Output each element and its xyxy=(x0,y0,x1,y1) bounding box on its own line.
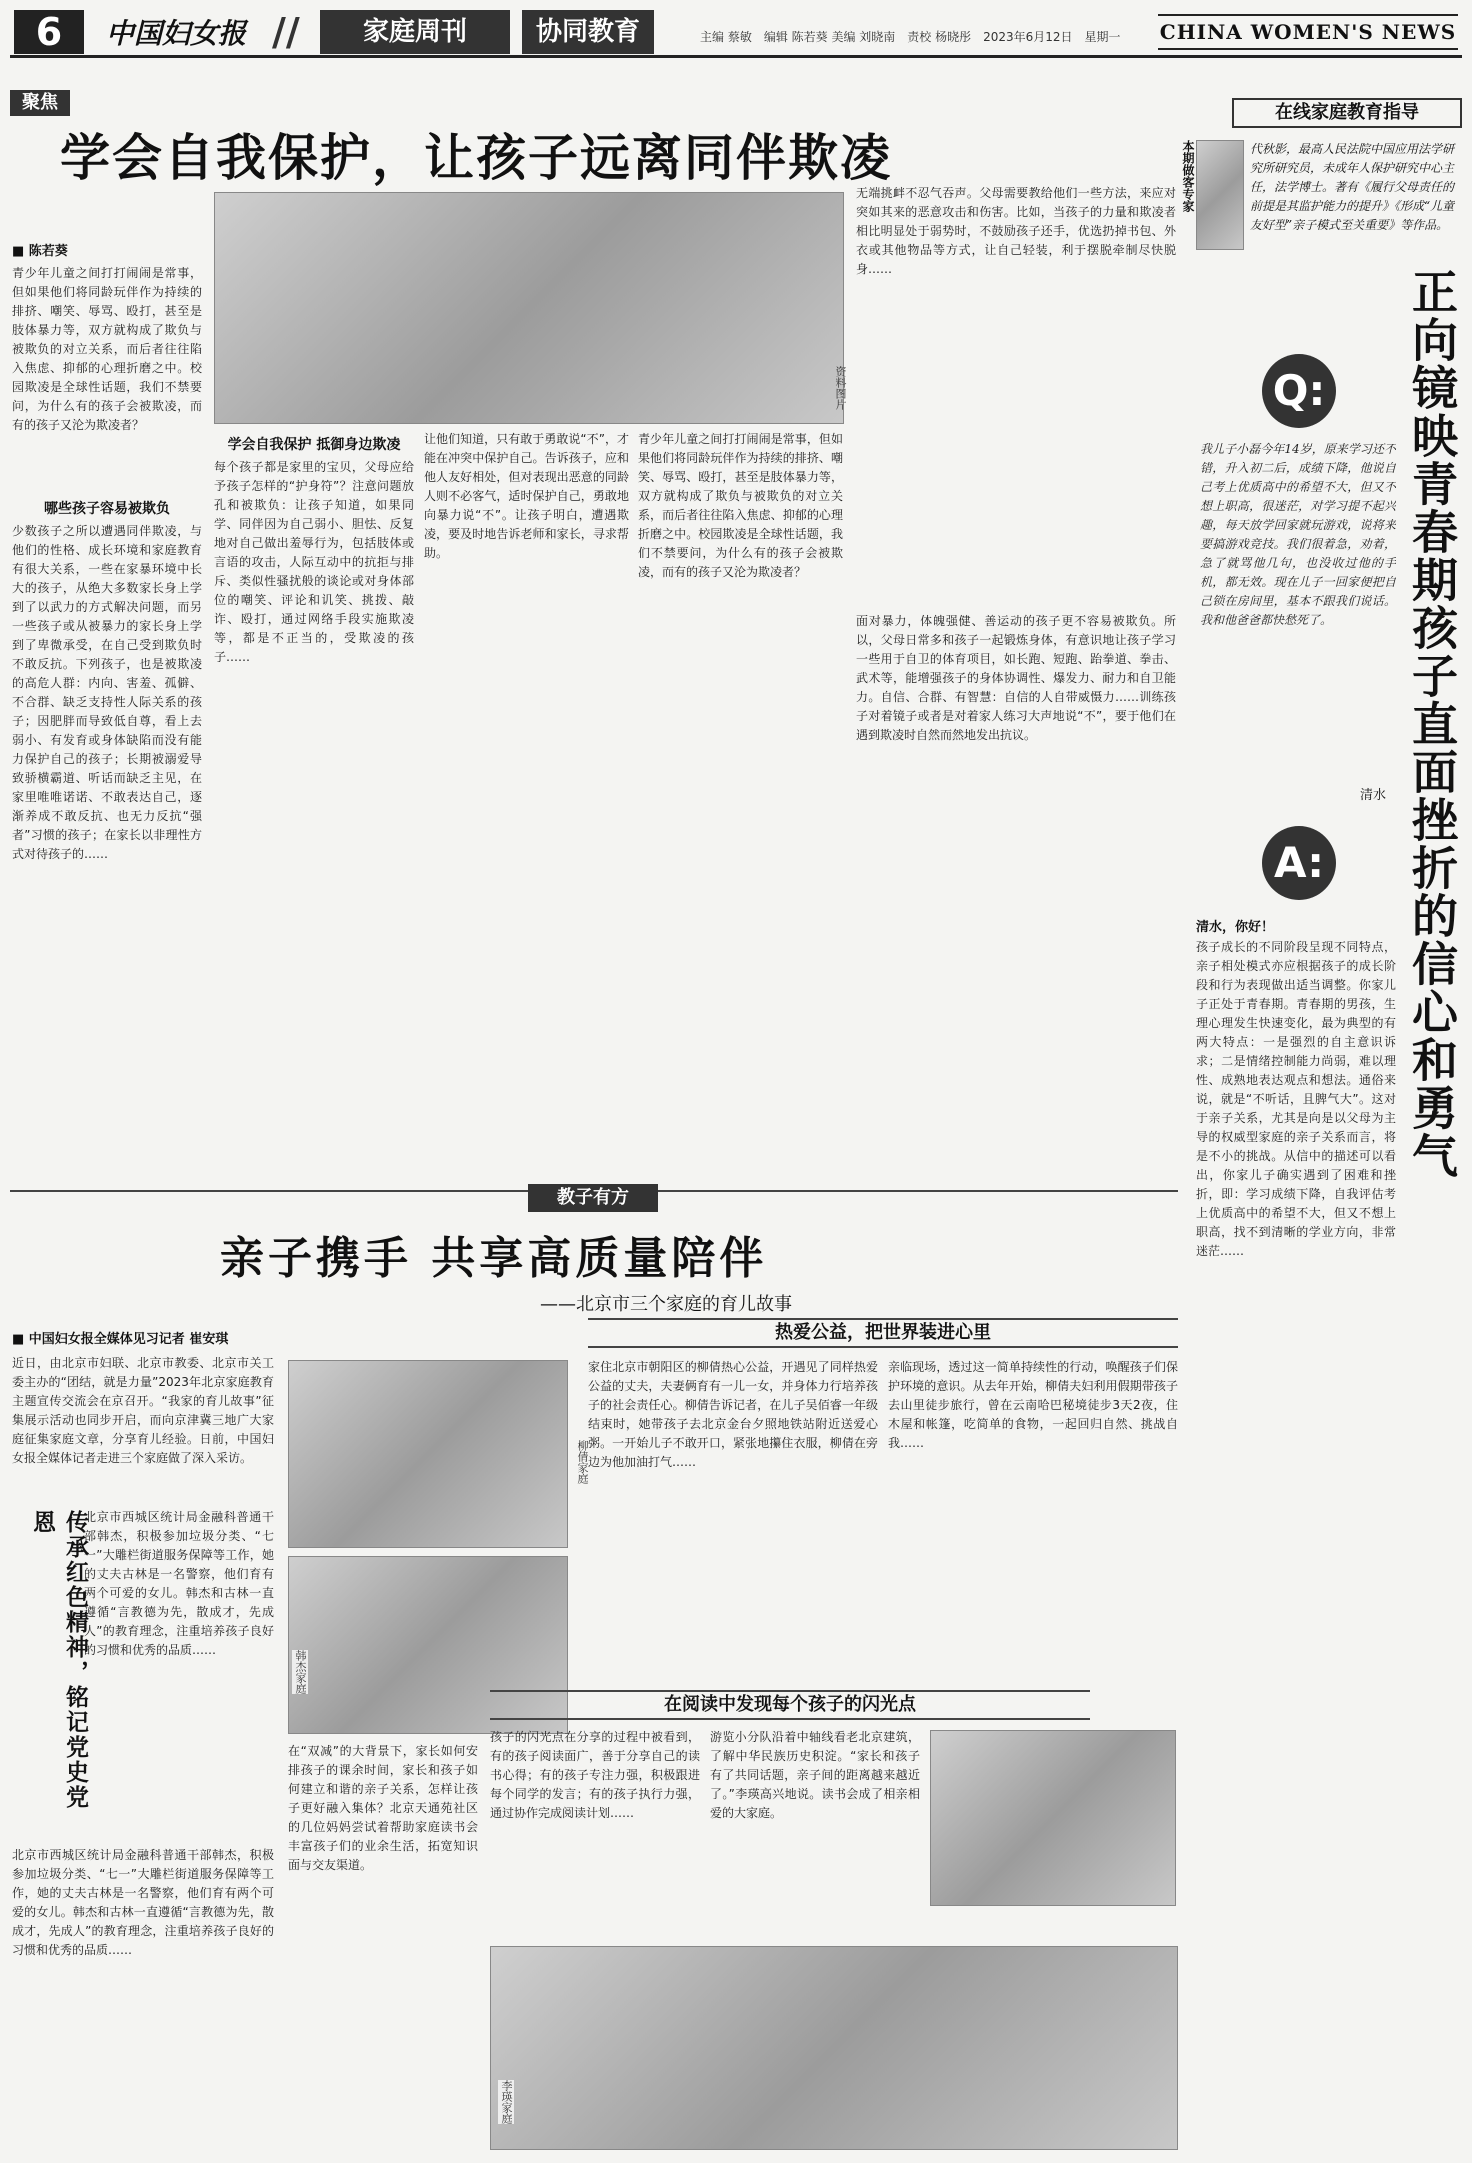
page-number: 6 xyxy=(14,10,84,54)
q-badge: Q: xyxy=(1262,354,1336,428)
family-photo-reading xyxy=(490,1946,1178,2150)
section-name: 家庭周刊 xyxy=(320,10,510,54)
family-intro: 近日，由北京市妇联、北京市教委、北京市关工委主办的“团结，就是力量”2023年北京家庭教育主题宣传交流会在京召开。“我家的育儿故事”征集展示活动也同步开启，而向京津冀三地广大家庭征集家庭文章，分享育儿经验。日前，中国妇女报全媒体记者走进三个家庭做了深入采访。 xyxy=(12,1356,274,1465)
focus-headline: 学会自我保护，让孩子远离同伴欺凌 xyxy=(60,129,892,187)
focus-byline: ■ 陈若葵 xyxy=(12,244,68,259)
photo-credit-2: 韩杰家庭 xyxy=(294,1650,307,1694)
family-photo-1 xyxy=(288,1360,568,1548)
sidebar-vertical-title: 正向镜映青春期孩子直面挫折的信心和勇气 xyxy=(1405,268,1459,1180)
editor-credits: 主编 蔡敏 编辑 陈若葵 美编 刘晓南 责校 杨晓彤 2023年6月12日 星期一 xyxy=(700,30,1121,44)
focus-subhead-1: 哪些孩子容易被欺负 xyxy=(44,501,170,517)
box2-col2: 游览小分队沿着中轴线看老北京建筑，了解中华民族历史积淀。“家长和孩子有了共同话题，亲子间的距离越来越近了。”李瑛高兴地说。读书会成了相亲相爱的大家庭。 xyxy=(710,1730,920,1820)
expert-label: 本期做客专家 xyxy=(1181,140,1195,212)
asker-name: 清水 xyxy=(1360,788,1387,803)
answer-text: 孩子成长的不同阶段呈现不同特点，亲子相处模式亦应根据孩子的成长阶段和行为表现做出适当调整。你家儿子正处于青春期。青春期的男孩，生理心理发生快速变化，最为典型的有两大特点：一是强烈的自主意识诉求；二是情绪控制能力尚弱，难以理性、成熟地表达观点和想法。通俗来说，就是“不听话，且脾气大”。这对于亲子关系，尤其是向是以父母为主导的权威型家庭的亲子关系而言，将是不小的挑战。从信中的描述可以看出，你家儿子确实遇到了困难和挫折，即：学习成绩下降，自我评估考上优质高中的希望不大，但又不想上职高，找不到清晰的学业方向，非常迷茫…… xyxy=(1196,940,1396,1258)
expert-portrait xyxy=(1196,140,1244,250)
box1-col1: 家住北京市朝阳区的柳倩热心公益，开遇见了同样热爱公益的丈夫，夫妻俩育有一儿一女，并身体力行培养孩子的社会责任心。柳倩告诉记者，在儿子吴佰睿一年级结束时，她带孩子去北京金台夕照地铁站附近送爱心粥。一开始儿子不敢开口，紧张地攥住衣服，柳倩在旁边为他加油打气…… xyxy=(588,1360,878,1469)
box2-col1: 孩子的闪光点在分享的过程中被看到，有的孩子阅读面广，善于分享自己的读书心得；有的孩子专注力强，积极跟进每个同学的发言；有的孩子执行力强，通过协作完成阅读计划…… xyxy=(490,1730,700,1820)
masthead xyxy=(10,8,1462,58)
expert-bio: 代秋影，最高人民法院中国应用法学研究所研究员，未成年人保护研究中心主任，法学博士。著有《履行父母责任的前提是其监护能力的提升》《形成“儿童友好型”亲子模式至关重要》等作品。 xyxy=(1250,142,1455,232)
paper-name: 中国妇女报 xyxy=(106,17,247,50)
photo-credit-3: 李瑛家庭 xyxy=(500,2080,513,2124)
box1-heading: 热爱公益，把世界装进心里 xyxy=(588,1318,1178,1348)
slash-divider: // xyxy=(272,10,300,54)
story2-text: 在“双减”的大背景下，家长如何安排孩子的课余时间，家长和孩子如何建立和谐的亲子关系，怎样让孩子更好融入集体？北京天通苑社区的几位妈妈尝试着帮助家庭读书会丰富孩子们的业余生活，拓宽知识面与交友渠道。 xyxy=(288,1744,478,1872)
answer-greeting: 清水，你好！ xyxy=(1196,920,1275,935)
family-byline: ■ 中国妇女报全媒体见习记者 崔安琪 xyxy=(12,1332,229,1347)
english-paper-name: CHINA WOMEN'S NEWS xyxy=(1158,14,1458,50)
sidebar-tag: 在线家庭教育指导 xyxy=(1232,98,1462,128)
focus-col4: 无端挑衅不忍气吞声。父母需要教给他们一些方法，来应对突如其来的恶意攻击和伤害。比如，当孩子的力量和欺凌者相比明显处于弱势时，不鼓励孩子还手，优选扔掉书包、外衣或其他物品等方式，让自己轻装，利于摆脱牵制尽快脱身…… xyxy=(856,186,1176,276)
photo-credit: 资料图片 xyxy=(834,366,847,410)
family-photo-3 xyxy=(930,1730,1176,1906)
question-text: 我儿子小磊今年14岁，原来学习还不错，升入初二后，成绩下降，他说自己考上优质高中的希望不大，但又不想上职高，很迷茫，对学习提不起兴趣，每天放学回家就玩游戏，说将来要搞游戏竞技。我们很着急，劝着，急了就骂他几句，也没收过他的手机，都无效。现在儿子一回家便把自己锁在房间里，基本不跟我们说话。我和他爸爸都快愁死了。 xyxy=(1200,442,1396,627)
focus-col1b: 少数孩子之所以遭遇同伴欺凌，与他们的性格、成长环境和家庭教育有很大关系，一些在家暴环境中长大的孩子，从绝大多数家长身上学到了以武力的方式解决问题，而另一些孩子或从被暴力的家长身上学到了卑微承受，在自己受到欺负时不敢反抗。下列孩子，也是被欺凌的高危人群：内向、害羞、孤僻、不合群、缺乏支持性人际关系的孩子；因肥胖而导致低自尊，看上去弱小、有发育或身体缺陷而没有能力保护自己的孩子；长期被溺爱导致骄横霸道、听话而缺乏主见，在家里唯唯诺诺、不敢表达自己，逐渐养成不敢反抗、也无力反抗“强者”习惯的孩子；在家长以非理性方式对待孩子的…… xyxy=(12,524,202,861)
focus-col3b: 青少年儿童之间打打闹闹是常事，但如果他们将同龄玩伴作为持续的排挤、嘲笑、辱骂、殴打，甚至是肢体暴力等，双方就构成了欺负与被欺负的对立关系，而后者往往陷入焦虑、抑郁的心理折磨之中。校园欺凌是全球性话题，我们不禁要问，为什么有的孩子会被欺凌，而有的孩子又沦为欺凌者？ xyxy=(638,432,843,579)
box1-col2: 亲临现场，透过这一简单持续性的行动，唤醒孩子们保护环境的意识。从去年开始，柳倩夫妇利用假期带孩子去山里徒步旅行，曾在云南哈巴秘境徒步3天2夜，住木屋和帐篷，吃简单的食物，一起回归自然、挑战自我…… xyxy=(888,1360,1178,1450)
focus-col1: 青少年儿童之间打打闹闹是常事，但如果他们将同龄玩伴作为持续的排挤、嘲笑、辱骂、殴打，甚至是肢体暴力等，双方就构成了欺负与被欺负的对立关系，而后者往往陷入焦虑、抑郁的心理折磨之中。校园欺凌是全球性话题，我们不禁要问，为什么有的孩子会被欺凌，而有的孩子又沦为欺凌者？ xyxy=(12,266,202,432)
a-badge: A: xyxy=(1262,826,1336,900)
bullying-illustration xyxy=(214,192,844,424)
story1-text-b: 北京市西城区统计局金融科普通干部韩杰，积极参加垃圾分类、“七一”大雕栏街道服务保障等工作，她的丈夫古林是一名警察，他们育有两个可爱的女儿。韩杰和古林一直遵循“言教德为先，散成才，先成人”的教育理念，注重培养孩子良好的习惯和优秀的品质…… xyxy=(12,1848,274,1957)
focus-subhead-2: 学会自我保护 抵御身边欺凌 xyxy=(227,437,401,453)
focus-col2: 每个孩子都是家里的宝贝，父母应给予孩子怎样的“护身符”？注意问题放孔和被欺负：让孩子知道，如果同学、同伴因为自己弱小、胆怯、反复地对自己做出羞辱行为，包括肢体或言语的攻击，人际互动中的抗拒与排斥、类似性骚扰般的谈论或对身体部位的嘲笑、评论和讥笑、挑拨、敲诈、殴打，通过网络手段实施欺凌等，都是不正当的，受欺凌的孩子…… xyxy=(214,460,414,664)
sub-section-name: 协同教育 xyxy=(522,10,654,54)
story1-vertical-title: 传承红色精神，铭记党史党恩 xyxy=(29,1510,88,1810)
box2-heading: 在阅读中发现每个孩子的闪光点 xyxy=(490,1690,1090,1720)
family-headline: 亲子携手 共享高质量陪伴 xyxy=(220,1233,768,1284)
story1-text: 北京市西城区统计局金融科普通干部韩杰，积极参加垃圾分类、“七一”大雕栏街道服务保障等工作，她的丈夫古林是一名警察，他们育有两个可爱的女儿。韩杰和古林一直遵循“言教德为先，散成才，先成人”的教育理念，注重培养孩子良好的习惯和优秀的品质…… xyxy=(84,1510,274,1657)
family-subheadline: ——北京市三个家庭的育儿故事 xyxy=(540,1294,792,1315)
focus-col4b: 面对暴力，体魄强健、善运动的孩子更不容易被欺负。所以，父母日常多和孩子一起锻炼身体，有意识地让孩子学习一些用于自卫的体育项目，如长跑、短跑、跆拳道、拳击、武术等，能增强孩子的身体协调性、爆发力、耐力和自卫能力。自信、合群、有智慧：自信的人自带威慑力……训练孩子对着镜子或者是对着家人练习大声地说“不”，要于他们在遇到欺凌时自然而然地发出抗议。 xyxy=(856,614,1176,742)
focus-col3: 让他们知道，只有敢于勇敢说“不”，才能在冲突中保护自己。告诉孩子，应和他人友好相处，但对表现出恶意的同龄人则不必客气，适时保护自己，勇敢地向暴力说“不”。让孩子明白，遭遇欺凌，要及时地告诉老师和家长，寻求帮助。 xyxy=(424,432,629,560)
focus-tag: 聚焦 xyxy=(10,90,70,116)
photo-credit-1: 柳倩家庭 xyxy=(576,1440,589,1484)
family-tag: 教子有方 xyxy=(528,1184,658,1212)
